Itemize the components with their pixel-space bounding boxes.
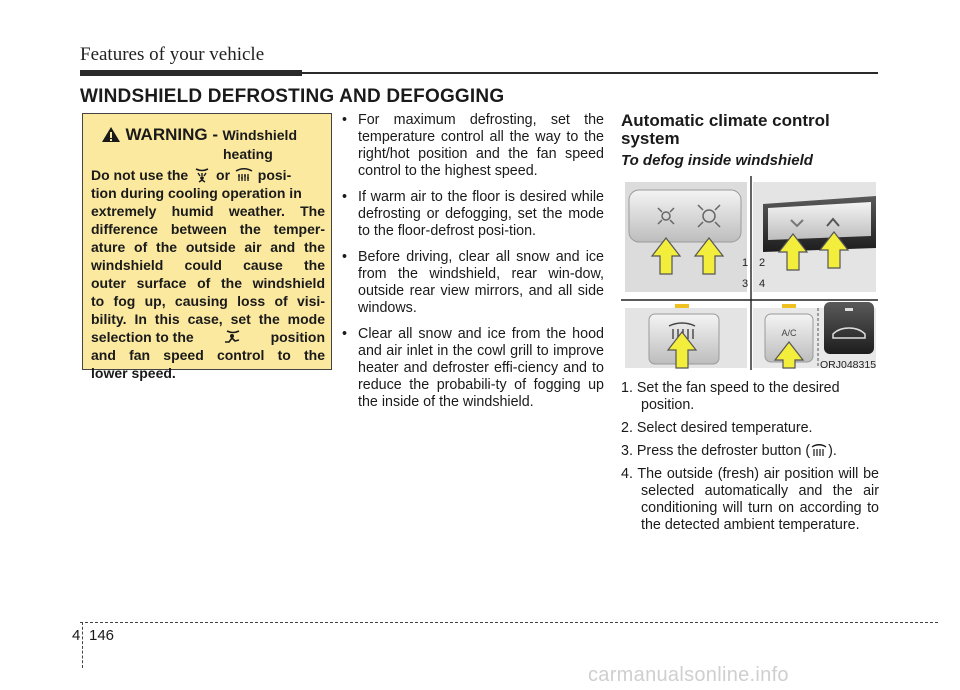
page-number: 146	[89, 627, 115, 644]
warning-text: outer surface of the windshield	[91, 275, 325, 291]
subsection-title	[621, 112, 830, 148]
defrost-icon	[810, 443, 828, 458]
watermark: carmanualsonline.info	[588, 664, 789, 686]
warning-subject-cont: heating	[223, 146, 273, 162]
warning-text: selection to the	[91, 329, 194, 345]
climate-control-figure	[621, 176, 878, 370]
steps-list	[621, 380, 879, 540]
step-item	[621, 443, 879, 460]
warning-triangle-icon	[101, 126, 121, 143]
warning-body	[91, 166, 325, 382]
warning-text: and fan speed control to the	[91, 347, 325, 363]
list-item: • Before driving, clear all snow and ice from the windshield, rear win-dow, outside rear view mirrors, and all side windows.	[342, 249, 604, 316]
figure-label: 4	[759, 278, 766, 290]
warning-text: position	[270, 329, 325, 345]
figure-label: 3	[742, 278, 749, 290]
list-item: • Clear all snow and ice from the hood and air inlet in the cowl grill to improve heater and defroster effi-ciency and to reduce the probabili-ty of fogging up the inside of the windshield.	[342, 326, 604, 410]
warning-box	[82, 113, 332, 381]
warning-text: to fog up, causing loss of visi-	[91, 293, 325, 309]
section-title: WINDSHIELD DEFROSTING AND DEFOGGING	[80, 86, 505, 107]
subsection-title-line: system	[621, 129, 680, 148]
bullet-list	[342, 112, 604, 420]
warning-text: bility. In this case, set the mode	[91, 311, 325, 327]
warning-text: windshield could cause the	[91, 257, 325, 273]
indicator-light	[782, 304, 796, 308]
bullet-text: Clear all snow and ice from the hood and air inlet in the cowl grill to improve heater and defroster effi-ciency and to reduce the probabili-ty of fogging up the inside of the windshield.	[358, 326, 604, 410]
figure-label: 1	[742, 257, 749, 269]
warning-label: WARNING -	[125, 125, 218, 144]
indicator-light	[675, 304, 689, 308]
subsection-subtitle: To defog inside windshield	[621, 152, 813, 169]
chapter-number: 4	[72, 627, 81, 644]
warning-subject: Windshield	[222, 127, 297, 143]
floor-defrost-mode-icon	[221, 329, 243, 345]
step-text: 3. Press the defroster button (	[621, 443, 811, 459]
warning-text: extremely humid weather. The	[91, 203, 325, 219]
floor-defrost-mode-icon	[192, 167, 212, 183]
bullet-text: For maximum defrosting, set the temperature control all the way to the right/hot position and the fan speed control to the highest speed.	[358, 112, 604, 179]
warning-text: difference between the temper-	[91, 221, 325, 237]
warning-text: posi-	[257, 167, 292, 183]
ac-button-label: A/C	[781, 328, 797, 338]
chapter-title: Features of your vehicle	[80, 44, 265, 65]
warning-title	[101, 125, 297, 145]
footer-divider	[82, 622, 83, 668]
footer-rule	[80, 622, 938, 623]
step-text: ).	[828, 443, 837, 459]
warning-text: tion during cooling operation in	[91, 185, 302, 201]
defrost-icon	[234, 167, 254, 183]
figure-label: 2	[759, 257, 766, 269]
warning-text: Do not use the	[91, 167, 189, 183]
warning-text: or	[216, 167, 231, 183]
step-item: 2. Select desired temperature.	[621, 420, 813, 436]
list-item: • For maximum defrosting, set the temperature control all the way to the right/hot position and the fan speed control to the highest speed.	[342, 112, 604, 179]
step-item: 4. The outside (fresh) air position will be selected automatically and the air conditioning will turn on according to the detected ambient temperature.	[621, 466, 879, 533]
list-item: • If warm air to the floor is desired while defrosting or defogging, set the mode to the floor-defrost posi-tion.	[342, 189, 604, 239]
chapter-bar	[80, 70, 302, 76]
bullet-text: If warm air to the floor is desired while defrosting or defogging, set the mode to the floor-defrost posi-tion.	[358, 189, 604, 239]
figure-illustration	[621, 176, 878, 370]
chapter-rule	[302, 72, 878, 74]
step-item: 1. Set the fan speed to the desired position.	[621, 380, 840, 413]
warning-text: lower speed.	[91, 365, 176, 381]
figure-caption: ORJ048315	[820, 359, 877, 371]
bullet-text: Before driving, clear all snow and ice from the windshield, rear win-dow, outside rear view mirrors, and all side windows.	[358, 249, 604, 316]
warning-text: ature of the outside air and the	[91, 239, 325, 255]
subsection-title-line: Automatic climate control	[621, 111, 830, 130]
